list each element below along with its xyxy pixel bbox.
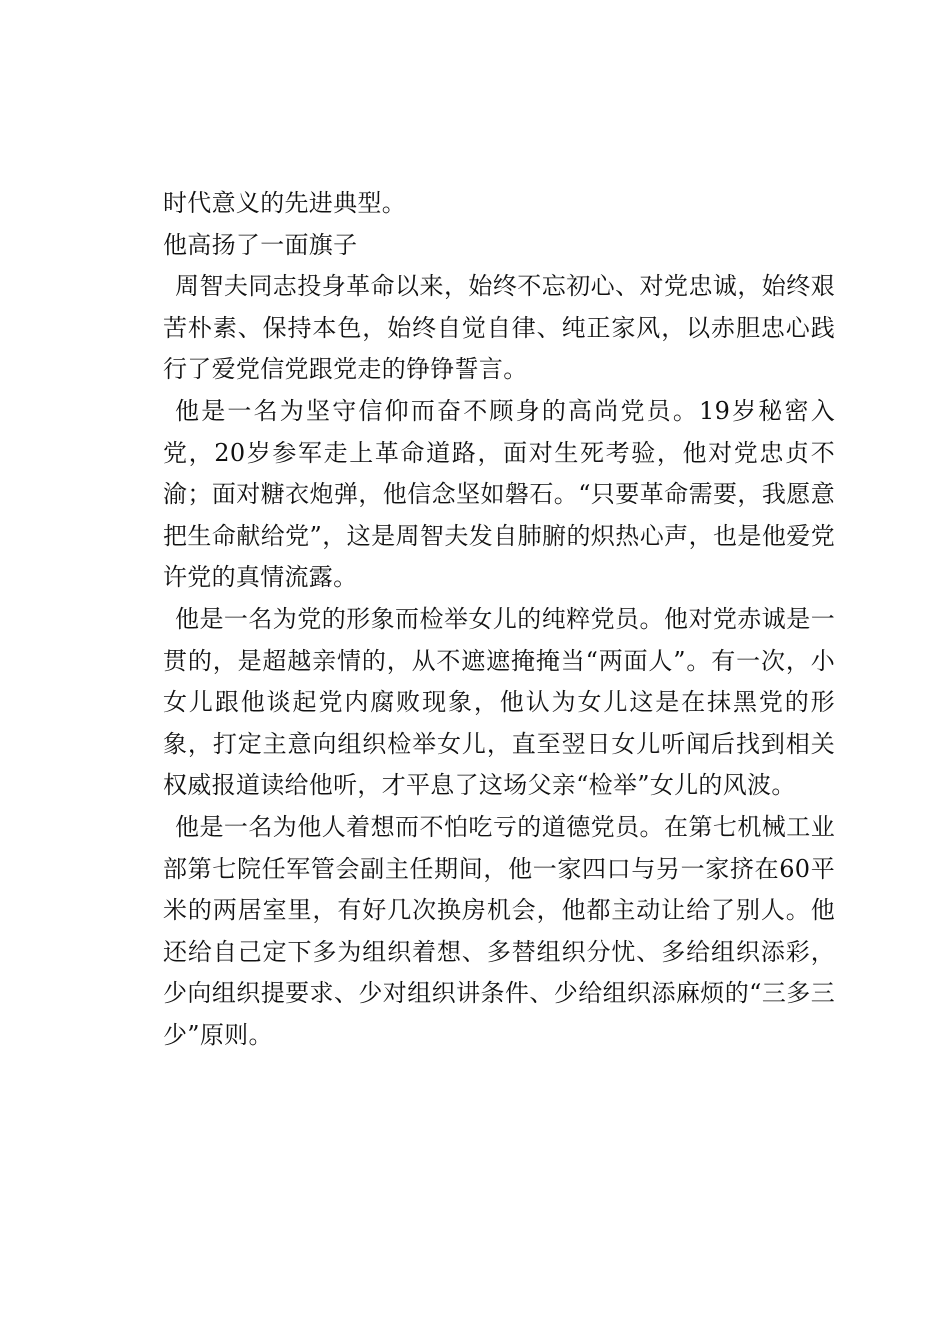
text-line: 时代意义的先进典型。 <box>163 189 406 217</box>
document-body <box>163 183 835 1056</box>
paragraph: 周智夫同志投身革命以来，始终不忘初心、对党忠诚，始终艰苦朴素、保持本色，始终自觉自律、纯正家风，以赤胆忠心践行了爱党信党跟党走的铮铮誓言。 <box>163 272 835 384</box>
paragraph: 他是一名为党的形象而检举女儿的纯粹党员。他对党赤诚是一贯的，是超越亲情的，从不遮遮掩掩当“两面人”。有一次，小女儿跟他谈起党内腐败现象，他认为女儿这是在抹黑党的形象，打定主意向组织检举女儿，直至翌日女儿听闻后找到相关权威报道读给他听，才平息了这场父亲“检举”女儿的风波。 <box>163 604 835 800</box>
paragraph: 他是一名为他人着想而不怕吃亏的道德党员。在第七机械工业部第七院任军管会副主任期间，他一家四口与另一家挤在60平米的两居室里，有好几次换房机会，他都主动让给了别人。他还给自己定下多为组织着想、多替组织分忧、多给组织添彩，少向组织提要求、少对组织讲条件、少给组织添麻烦的“三多三少”原则。 <box>163 812 835 1049</box>
paragraph: 他是一名为坚守信仰而奋不顾身的高尚党员。19岁秘密入党，20岁参军走上革命道路，面对生死考验，他对党忠贞不渝；面对糖衣炮弹，他信念坚如磐石。“只要革命需要，我愿意把生命献给党”，这是周智夫发自肺腑的炽热心声，也是他爱党许党的真情流露。 <box>163 396 835 592</box>
section-heading: 他高扬了一面旗子 <box>163 230 358 259</box>
